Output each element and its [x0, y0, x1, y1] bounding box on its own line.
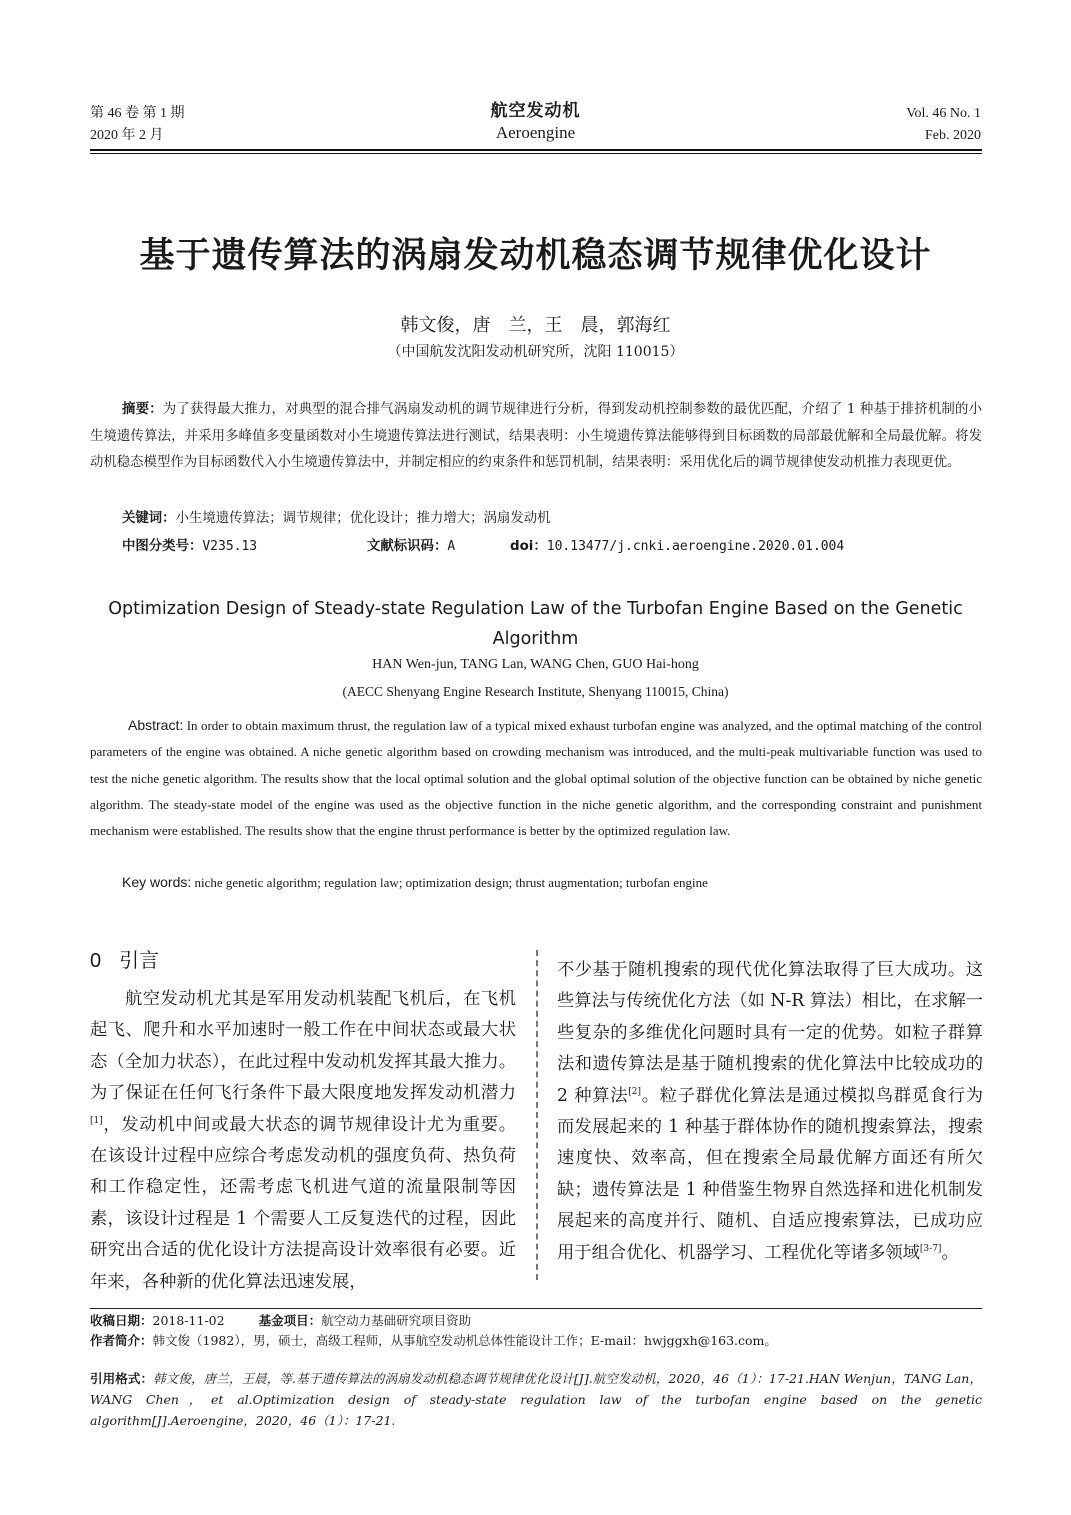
doi: doi：10.13477/j.cnki.aeroengine.2020.01.004	[510, 539, 845, 554]
header-rule-thick	[90, 149, 982, 151]
citation-ref-3-7: [3-7]	[919, 1243, 942, 1254]
abstract-en-label: Abstract:	[128, 717, 184, 733]
abstract-en	[90, 712, 982, 844]
paper-title-cn: 基于遗传算法的涡扇发动机稳态调节规律优化设计	[139, 235, 932, 276]
column-separator	[536, 950, 538, 1280]
body-column-right: 不少基于随机搜索的现代优化算法取得了巨大成功。这些算法与传统优化方法（如 N-R 算法）相比，在求解一些复杂的多维优化问题时具有一定的优势。如粒子群算法和遗传算法是基于随机搜索的优化算法中比较成功的 2 种算法[2]。粒子群优化算法是通过模拟鸟群觅食行为而发展起来的 1 种基于群体协作的随机搜索算法，搜索速度快、效率高，但在搜索全局最优解方面还有所欠缺；遗传算法是 1 种借鉴生物界自然选择和进化机制发展起来的高度并行、随机、自适应搜索算法，已成功应用于组合优化、机器学习、工程优化等诸多领域[3-7]。	[557, 960, 983, 1263]
journal-name-cn: 航空发动机	[490, 101, 581, 121]
authors-en: HAN Wen-jun, TANG Lan, WANG Chen, GUO Hai-hong	[372, 657, 699, 672]
footnote-received-fund: 收稿日期：2018-11-02 基金项目：航空动力基础研究项目资助	[90, 1313, 472, 1328]
authors-cn: 韩文俊，唐 兰，王 晨，郭海红	[400, 315, 671, 336]
keywords-en	[122, 871, 708, 894]
footnote-author-bio: 作者简介：韩文俊（1982），男，硕士，高级工程师，从事航空发动机总体性能设计工作；E-mail：hwjggxh@163.com。	[90, 1333, 777, 1348]
affiliation-en: (AECC Shenyang Engine Research Institute, Shenyang 110015, China)	[342, 684, 729, 699]
abstract-cn	[90, 397, 982, 477]
section-title: 引言	[119, 948, 160, 972]
abstract-cn-label: 摘要：	[122, 402, 163, 417]
citation-text: 韩文俊，唐兰，王晨，等.基于遗传算法的涡扇发动机稳态调节规律优化设计[J].航空发动机，2020，46（1）：17-21.HAN Wenjun，TANG Lan，WANG Chen，et al.Optimization design of steady-state regulation law of the turbofan engine based on the genetic algorithm[J].Aeroengine，2020，46（1）：17-21.	[90, 1371, 982, 1428]
citation-format	[90, 1368, 982, 1431]
publication-date-cn: 2020 年 2 月	[90, 128, 164, 143]
journal-name-en: Aeroengine	[495, 123, 576, 142]
keywords-en-text: niche genetic algorithm; regulation law; optimization design; thrust augmentation; turbofan engine	[194, 875, 708, 890]
document-code: 文献标识码：A	[367, 539, 456, 554]
affiliation-cn: （中国航发沈阳发动机研究所，沈阳 110015）	[387, 344, 684, 360]
received-date: 2018-11-02	[152, 1313, 225, 1328]
footnote-rule	[90, 1308, 982, 1309]
section-number: 0	[90, 950, 102, 972]
publication-date-en: Feb. 2020	[925, 128, 981, 143]
section-heading	[90, 945, 159, 976]
keywords-cn	[122, 508, 551, 530]
citation-label: 引用格式：	[90, 1371, 154, 1386]
citation-ref-1: [1]	[90, 1115, 103, 1126]
abstract-cn-text: 为了获得最大推力，对典型的混合排气涡扇发动机的调节规律进行分析，得到发动机控制参数的最优匹配，介绍了 1 种基于排挤机制的小生境遗传算法，并采用多峰值多变量函数对小生境遗传算法进行测试，结果表明：小生境遗传算法能够得到目标函数的局部最优解和全局最优解。将发动机稳态模型作为目标函数代入小生境遗传算法中，并制定相应的约束条件和惩罚机制，结果表明：采用优化后的调节规律使发动机推力表现更优。	[90, 402, 982, 470]
body-column-left: 航空发动机尤其是军用发动机装配飞机后，在飞机起飞、爬升和水平加速时一般工作在中间状态或最大状态（全加力状态），在此过程中发动机发挥其最大推力。为了保证在任何飞行条件下最大限度地发挥发动机潜力[1]，发动机中间或最大状态的调节规律设计尤为重要。在该设计过程中应综合考虑发动机的强度负荷、热负荷和工作稳定性，还需考虑飞机进气道的流量限制等因素，该设计过程是 1 个需要人工反复迭代的过程，因此研究出合适的优化设计方法提高设计效率很有必要。近年来，各种新的优化算法迅速发展，	[90, 989, 516, 1292]
running-header-right	[906, 103, 981, 147]
header-rule-thin	[90, 153, 982, 154]
volume-issue-cn: 第 46 卷 第 1 期	[90, 106, 185, 121]
paper-title-en: Optimization Design of Steady-state Regulation Law of the Turbofan Engine Based on the Genetic Algorithm	[108, 599, 963, 649]
author-bio: 韩文俊（1982），男，硕士，高级工程师，从事航空发动机总体性能设计工作；E-mail：hwjggxh@163.com。	[152, 1333, 777, 1348]
keywords-en-label: Key words:	[122, 874, 192, 890]
abstract-en-text: In order to obtain maximum thrust, the regulation law of a typical mixed exhaust turbofan engine was analyzed, and the optimal matching of the control parameters of the engine was obtained. A niche genetic algorithm based on crowding mechanism was introduced, and the multi-peak multivariable function was used to test the niche genetic algorithm. The results show that the local optimal solution and the global optimal solution of the objective function can be obtained by niche genetic algorithm. The steady-state model of the engine was used as the objective function in the niche genetic algorithm, and the corresponding constraint and punishment mechanism were established. The results show that the engine thrust performance is better by the optimized regulation law.	[90, 718, 983, 839]
fund-project: 航空动力基础研究项目资助	[321, 1313, 472, 1328]
keywords-cn-label: 关键词：	[122, 511, 176, 526]
volume-issue-en: Vol. 46 No. 1	[906, 106, 981, 121]
citation-ref-2: [2]	[628, 1086, 641, 1097]
clc-number: 中图分类号：V235.13	[122, 539, 258, 554]
keywords-cn-text: 小生境遗传算法；调节规律；优化设计；推力增大；涡扇发动机	[175, 511, 551, 526]
